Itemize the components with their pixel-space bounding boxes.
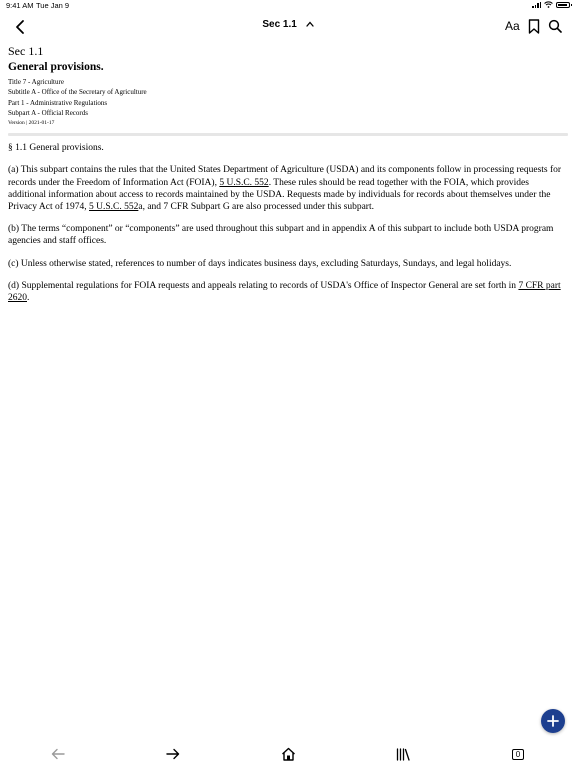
regulation-content [8,44,568,314]
status-bar [0,0,576,12]
subtitle-line: Subtitle A - Office of the Secretary of Agriculture [8,88,147,97]
section-number: Sec 1.1 [8,44,44,58]
usc-552-link[interactable]: 5 U.S.C. 552 [219,177,269,188]
paragraph-d-text-2: . [27,293,30,304]
arrow-left-icon [51,748,65,760]
arrow-right-icon [166,748,180,760]
status-time: 9:41 AM [6,1,34,10]
part-line: Part 1 - Administrative Regulations [8,98,108,107]
navigate-back-button[interactable] [49,745,67,763]
bookmark-button[interactable] [528,19,540,39]
text-size-button[interactable]: Aa [505,19,520,33]
version-label: Version | 2021-01-17 [8,120,55,127]
header-divider [8,133,568,136]
wifi-icon [544,1,553,8]
status-icons [532,1,570,8]
back-button[interactable] [12,18,30,36]
search-icon [548,19,562,33]
paragraph-a-text-2: . These rules should be read together with the FOIA, which provides additional information about access to records maintained by the USDA. Requests made by individuals for records about themselves under the Privacy Act of 1974, [8,177,551,212]
bottom-toolbar [0,740,576,768]
library-button[interactable] [394,745,412,763]
plus-icon [547,715,559,727]
subpart-line: Subpart A - Official Records [8,108,88,117]
cellular-signal-icon [532,1,541,8]
paragraph-d-text-1: (d) Supplemental regulations for FOIA requests and appeals relating to records of USDA's Office of Inspector General are set forth in [8,280,519,291]
chevron-left-icon [12,18,30,36]
paragraph-c: (c) Unless otherwise stated, references to number of days indicates business days, excluding Saturdays, Sundays, and legal holidays. [8,258,512,269]
status-date: Tue Jan 9 [36,1,70,10]
home-icon [281,747,296,761]
paragraph-a [8,164,568,213]
paragraph-b: (b) The terms “component” or “components” are used throughout this subpart and in appendix A of this subpart to include both USDA program agencies and staff offices. [8,224,554,247]
tabs-count-badge: 0 [512,749,524,760]
tabs-button[interactable] [509,745,527,763]
navigate-forward-button[interactable] [164,745,182,763]
chevron-up-icon [306,21,314,27]
title-line: Title 7 - Agriculture [8,78,64,86]
section-heading: General provisions. [8,61,104,73]
battery-icon [556,2,570,8]
paragraph-a-text-1: (a) This subpart contains the rules that the United States Department of Agriculture (USDA) and its components follow in processing requests for records under the Freedom of Information Act (FOIA), [8,165,562,188]
cfr-part-2620-link[interactable]: 7 CFR part 2620 [8,280,561,304]
paragraph-a-text-3: a, and 7 CFR Subpart G are also processed under this subpart. [138,202,374,212]
top-nav-bar [0,14,576,40]
section-title-button[interactable] [262,19,313,30]
paragraph-d [8,280,568,304]
library-icon [396,748,410,761]
home-button[interactable] [279,745,297,763]
bookmark-icon [528,19,540,34]
nav-title-label: Sec 1.1 [262,19,297,30]
section-line: § 1.1 General provisions. [8,143,104,154]
add-button[interactable] [541,709,565,733]
search-button[interactable] [548,19,562,38]
section-title-dropdown [0,19,576,30]
usc-552a-link[interactable]: 5 U.S.C. 552 [89,202,139,212]
